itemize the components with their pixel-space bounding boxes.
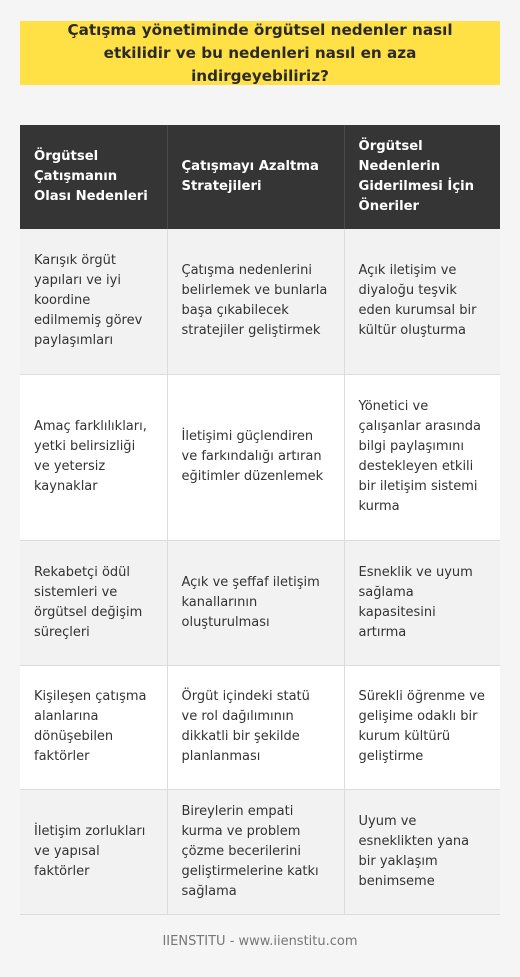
table-cell: Rekabetçi ödül sistemleri ve örgütsel değişim süreçleri (20, 540, 167, 665)
page-title: Çatışma yönetiminde örgütsel nedenler nasıl etkilidir ve bu nedenleri nasıl en aza indirgeyebiliriz? (67, 20, 453, 85)
table-cell: Karışık örgüt yapıları ve iyi koordine edilmemiş görev paylaşımları (20, 229, 167, 374)
table-cell: Kişileşen çatışma alanlarına dönüşebilen faktörler (20, 665, 167, 789)
table-cell: Açık iletişim ve diyaloğu teşvik eden kurumsal bir kültür oluşturma (344, 229, 500, 374)
title-banner (20, 21, 500, 85)
header-strategies: Çatışmayı Azaltma Stratejileri (167, 125, 344, 229)
table-row (20, 540, 500, 665)
table-cell: Sürekli öğrenme ve gelişime odaklı bir kurum kültürü geliştirme (344, 665, 500, 789)
table-row (20, 665, 500, 789)
footer-credit: IIENSTITU - www.iienstitu.com (162, 934, 358, 949)
header-causes: Örgütsel Çatışmanın Olası Nedenleri (20, 125, 167, 229)
table-cell: Uyum ve esneklikten yana bir yaklaşım benimseme (344, 789, 500, 914)
table-cell: Yönetici ve çalışanlar arasında bilgi paylaşımını destekleyen etkili bir iletişim sistemi kurma (344, 374, 500, 540)
table-cell: İletişim zorlukları ve yapısal faktörler (20, 789, 167, 914)
table-header-row (20, 125, 500, 229)
table-row (20, 374, 500, 540)
table-cell: Esneklik ve uyum sağlama kapasitesini artırma (344, 540, 500, 665)
table-cell: Açık ve şeffaf iletişim kanallarının oluşturulması (167, 540, 344, 665)
comparison-table-container (20, 125, 500, 915)
table-cell: Örgüt içindeki statü ve rol dağılımının dikkatli bir şekilde planlanması (167, 665, 344, 789)
table-row (20, 229, 500, 374)
table-cell: Çatışma nedenlerini belirlemek ve bunlarla başa çıkabilecek stratejiler geliştirmek (167, 229, 344, 374)
table-cell: Bireylerin empati kurma ve problem çözme becerilerini geliştirmelerine katkı sağlama (167, 789, 344, 914)
header-recommendations: Örgütsel Nedenlerin Giderilmesi İçin Öneriler (344, 125, 500, 229)
table-cell: İletişimi güçlendiren ve farkındalığı artıran eğitimler düzenlemek (167, 374, 344, 540)
table-cell: Amaç farklılıkları, yetki belirsizliği ve yetersiz kaynaklar (20, 374, 167, 540)
comparison-table (20, 125, 500, 915)
table-row (20, 789, 500, 914)
